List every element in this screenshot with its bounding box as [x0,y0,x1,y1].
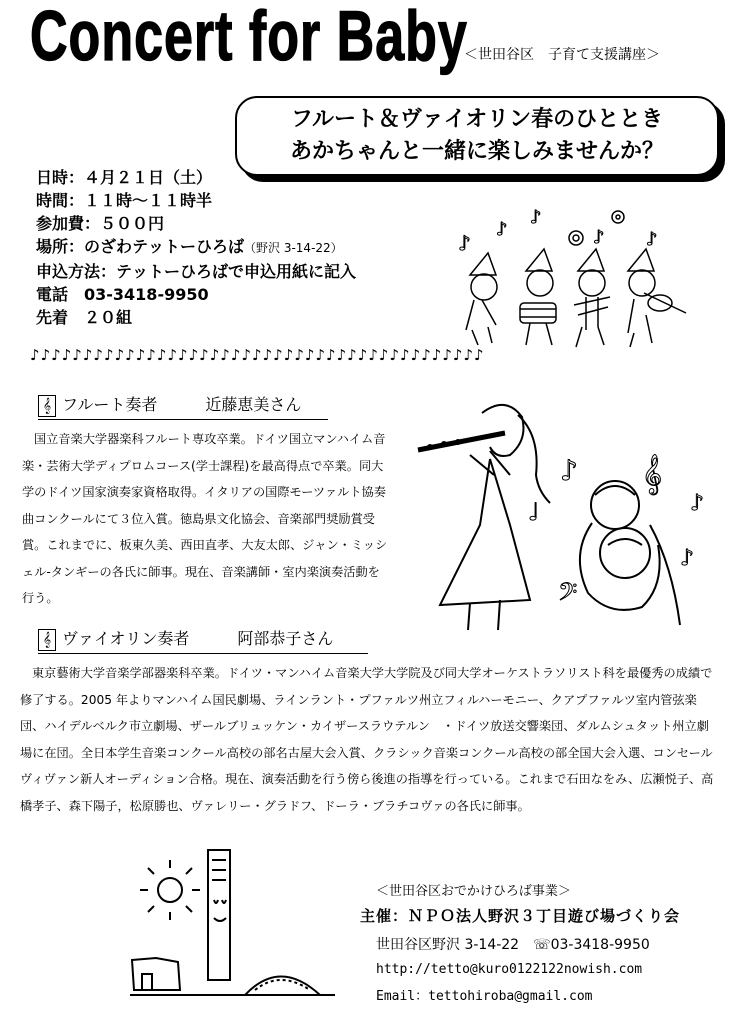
svg-text:♪: ♪ [530,207,542,228]
violin-heading [38,626,368,654]
speech-line-1: フルート＆ヴァイオリン春のひととき [290,107,664,132]
footer [360,880,681,1004]
svg-text:♪: ♪ [646,229,658,250]
svg-text:♩: ♩ [528,498,540,526]
treble-clef-icon: 𝄞 [38,395,56,417]
treble-clef-icon: 𝄞 [38,629,56,651]
info-place [36,235,356,260]
flute-heading [38,392,328,420]
info-tel: 電話 03-3418-9950 [36,285,209,304]
event-info [36,166,356,329]
subtitle: ＜世田谷区 子育て支援講座＞ [464,47,660,63]
svg-text:♪: ♪ [690,491,705,516]
children-band-illustration [448,205,693,355]
svg-text:♪: ♪ [560,454,578,487]
music-notes-divider: ♪♪♪♪♪♪♪♪♪♪♪♪♪♪♪♪♪♪♪♪♪♪♪♪♪♪♪♪♪♪♪♪♪♪♪♪♪♪♪♪♪♪♪ [30,346,485,364]
violin-heading-text: ヴァイオリン奏者 阿部恭子さん [62,629,334,648]
svg-text:𝄢: 𝄢 [558,578,578,613]
speech-line-2: あかちゃんと一緒に楽しみませんか？ [289,139,664,164]
info-place-note: （野沢 3-14-22） [244,241,343,255]
svg-text:♪: ♪ [458,231,471,255]
speech-bubble [235,96,719,176]
footer-project: ＜世田谷区おでかけひろば事業＞ [376,884,571,899]
footer-address: 世田谷区野沢 3-14-22 ☏03-3418-9950 [376,937,650,953]
footer-url[interactable]: http://tetto@kuro0122122nowish.com [376,962,643,977]
flute-player-illustration [410,395,720,645]
violin-bio: 東京藝術大学音楽学部器楽科卒業。ドイツ・マンハイム音楽大学大学院及び同大学オーケストラソリスト科を最優秀の成績で修了する。2005 年よりマンハイム国民劇場、ラインラント・プファルツ州立フィルハーモニー、クアプファルツ室内管弦楽団、ハイデルベルク市立劇場、ザールブリュッケン・カイザースラウテルン ・ドイツ放送交響楽団、ダルムシュタット州立劇場に在団。全日本学生音楽コンクール高校の部名古屋大会入賞、クラシック音楽コンクール高校の部全国大会入選、コンセールヴィヴァン新人オーディション合格。現在、演奏活動を行う傍ら後進の指導を行っている。これまで石田なをみ、広瀬悦子、高橋孝子、森下陽子，松原勝也、ヴァレリー・グラドフ、ドーラ・ブラチコヴァの各氏に師事。 [20,666,714,813]
svg-text:𝄞: 𝄞 [642,454,663,494]
footer-organizer: 主催：ＮＰＯ法人野沢３丁目遊び場づくり会 [360,907,681,925]
info-limit: 先着 ２０組 [36,308,133,327]
info-time: 時間：１１時〜１１時半 [36,191,213,210]
flute-bio: 国立音楽大学器楽科フルート専攻卒業。ドイツ国立マンハイム音楽・芸術大学ディプロムコース(学士課程)を最高得点で卒業。同大学のドイツ国家演奏家資格取得。イタリアの国際モーツァルト協奏曲コンクールにて３位入賞。徳島県文化協会、音楽部門奨励賞受賞。これまでに、板東久美、西田直孝、大友太郎、ジャン・ミッシェル-タンギーの各氏に師事。現在、音楽講師・室内楽演奏活動を行う。 [22,432,388,605]
info-apply: 申込方法：テットーひろばで申込用紙に記入 [36,262,357,281]
footer-email[interactable]: Email：tettohiroba@gmail.com [376,989,593,1004]
svg-text:♪: ♪ [496,219,508,240]
playground-illustration [130,840,340,1010]
svg-text:♪: ♪ [593,227,605,248]
info-date: 日時：４月２１日（土） [36,168,213,187]
info-fee: 参加費：５００円 [36,214,165,233]
info-place-name: 場所：のざわテットーひろば [36,237,245,256]
flute-heading-text: フルート奏者 近藤恵美さん [62,395,302,414]
svg-text:♪: ♪ [680,546,695,571]
page-title: Concert for Baby [30,0,468,77]
